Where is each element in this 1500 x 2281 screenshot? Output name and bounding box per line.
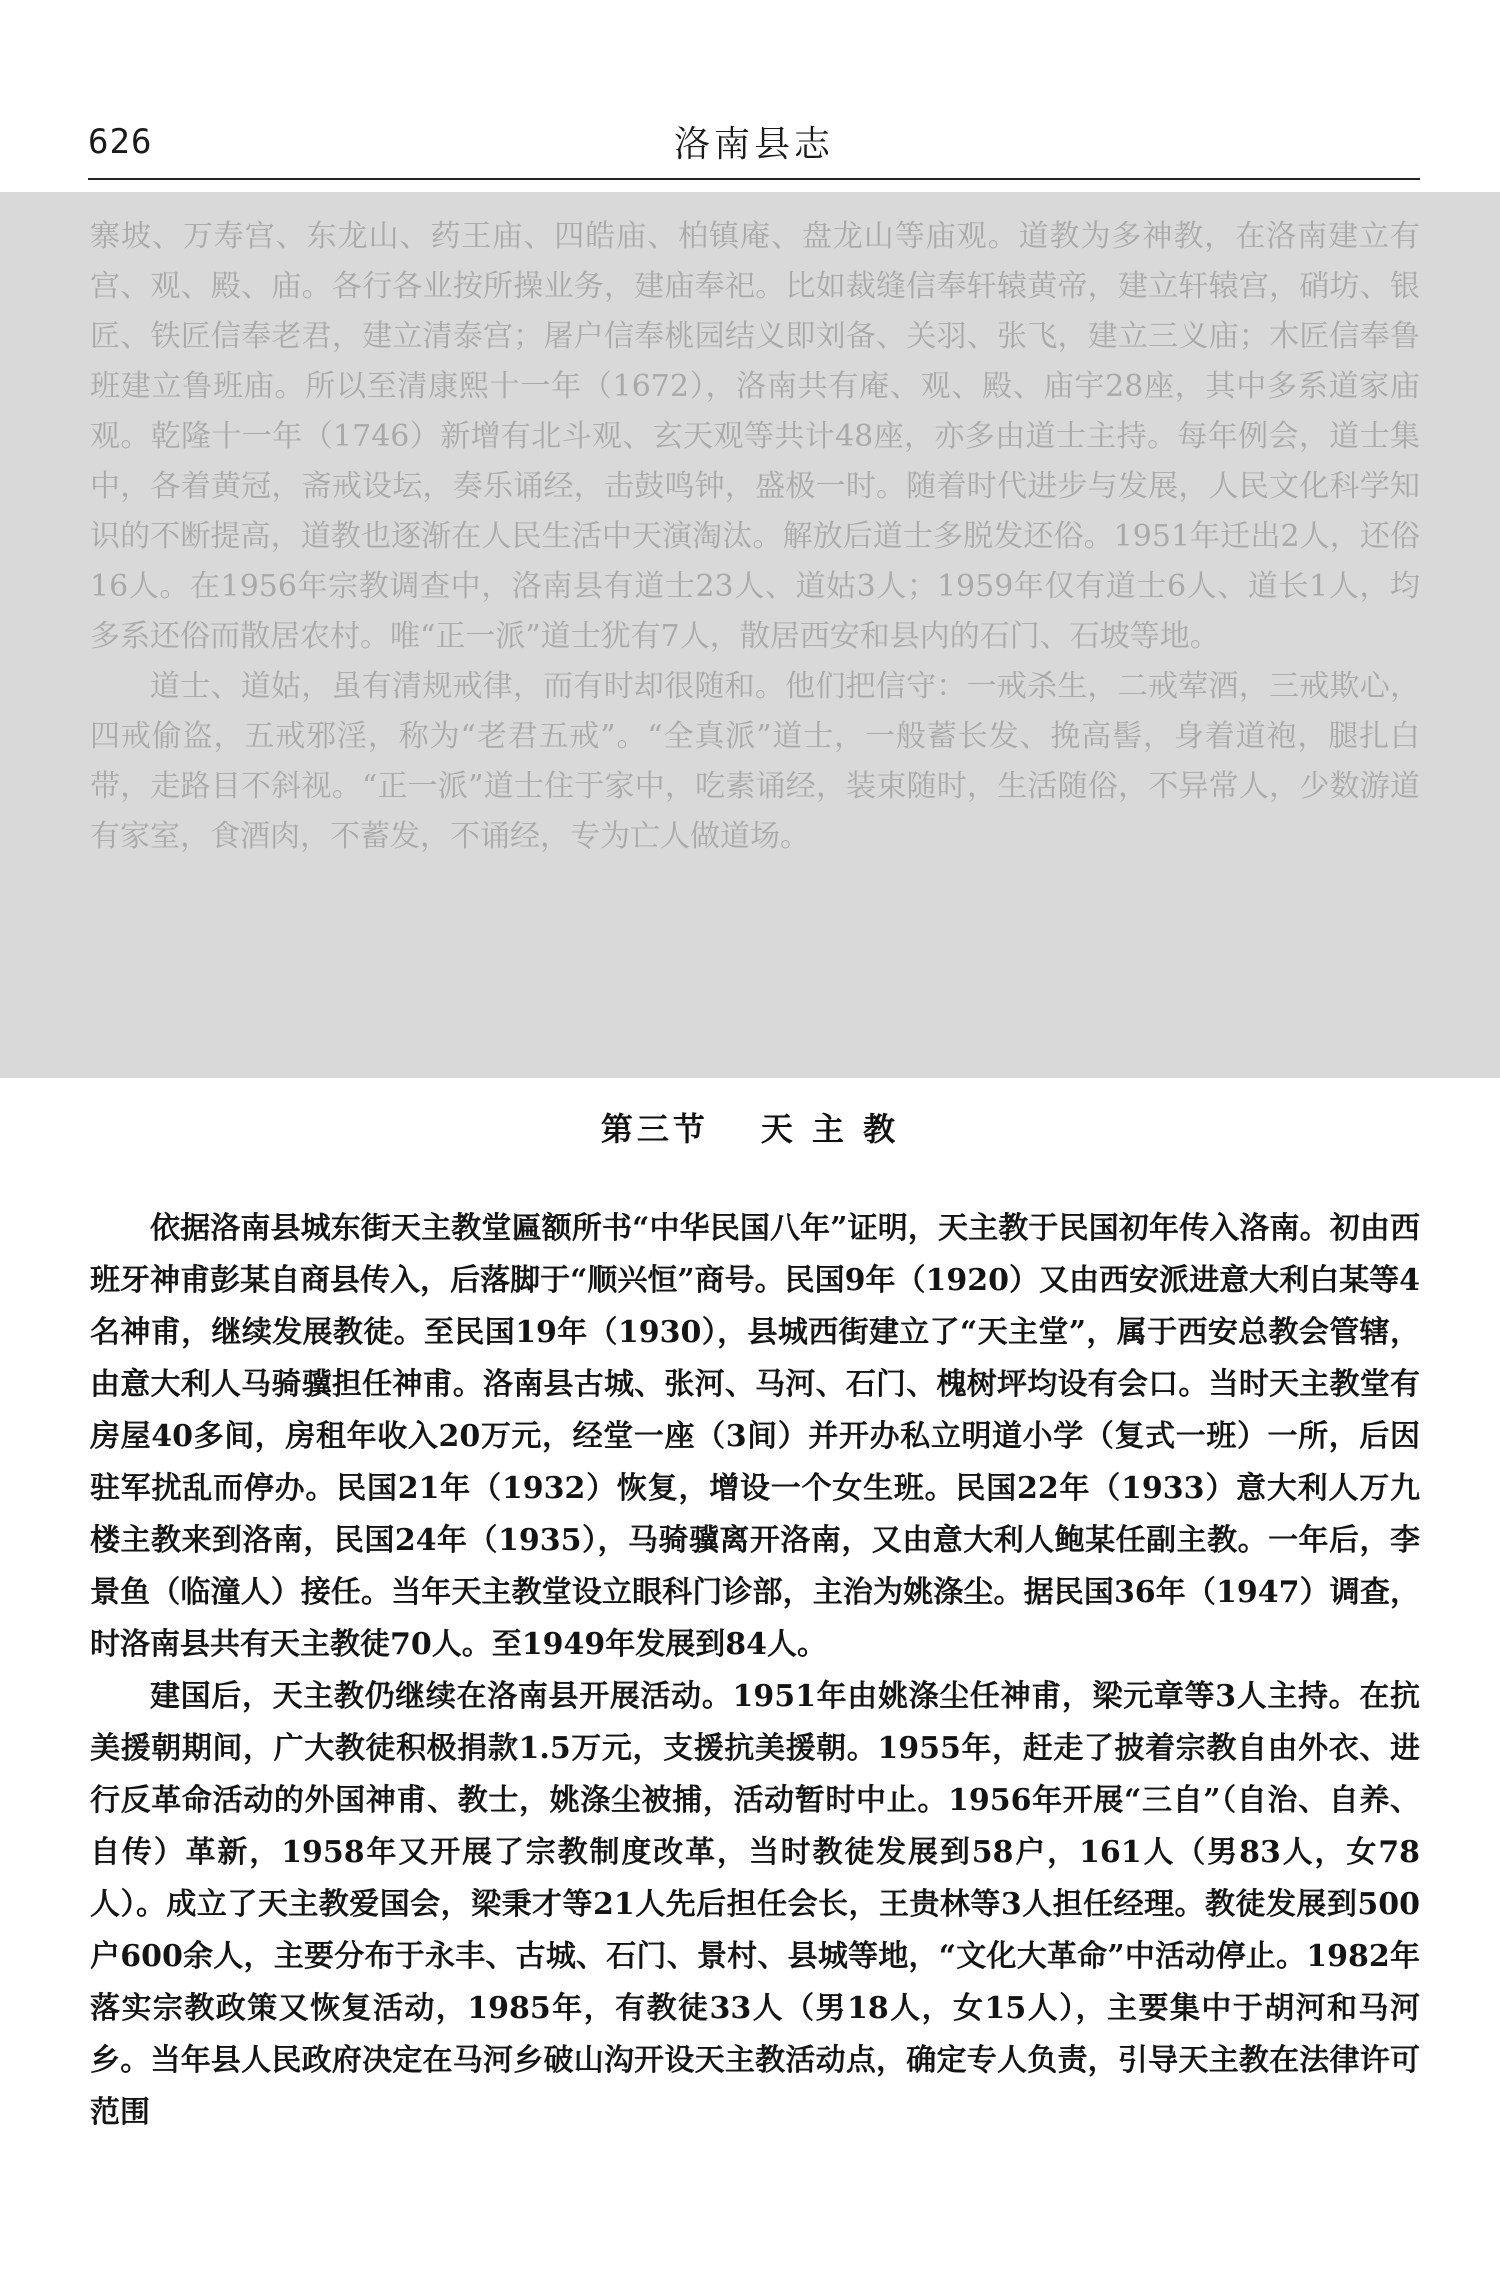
shaded-paragraph-2: 道士、道姑，虽有清规戒律，而有时却很随和。他们把信守：一戒杀生，二戒荤酒，三戒欺心，四戒偷盗，五戒邪淫，称为“老君五戒”。“全真派”道士，一般蓄长发、挽高髻，身着道袍，腿扎白带，走路目不斜视。“正一派”道士住于家中，吃素诵经，装束随时，生活随俗，不异常人，少数游道有家室，食酒肉，不蓄发，不诵经，专为亡人做道场。 (90, 669, 1420, 854)
page-number: 626 (88, 122, 153, 162)
shaded-paragraph-1: 寨坡、万寿宫、东龙山、药王庙、四皓庙、柏镇庵、盘龙山等庙观。道教为多神教，在洛南建立有宫、观、殿、庙。各行各业按所操业务，建庙奉祀。比如裁缝信奉轩辕黄帝，建立轩辕宫，硝坊、银匠、铁匠信奉老君，建立清泰宫；屠户信奉桃园结义即刘备、关羽、张飞，建立三义庙；木匠信奉鲁班建立鲁班庙。所以至清康熙十一年（1672），洛南共有庵、观、殿、庙宇28座，其中多系道家庙观。乾隆十一年（1746）新增有北斗观、玄天观等共计48座，亦多由道士主持。每年例会，道士集中，各着黄冠，斋戒设坛，奏乐诵经，击鼓鸣钟，盛极一时。随着时代进步与发展，人民文化科学知识的不断提高，道教也逐渐在人民生活中天演淘汰。解放后道士多脱发还俗。1951年迁出2人，还俗16人。在1956年宗教调查中，洛南县有道士23人、道姑3人；1959年仅有道士6人、道长1人，均多系还俗而散居农村。唯“正一派”道士犹有7人，散居西安和县内的石门、石坡等地。 (90, 219, 1420, 654)
main-text-block (90, 1203, 1420, 2139)
section-heading (0, 1104, 1500, 1150)
shaded-text-block (90, 212, 1420, 862)
page-header (88, 100, 1420, 172)
section-title-text: 天 主 教 (760, 1110, 900, 1148)
header-rule (88, 178, 1420, 180)
running-title: 洛南县志 (673, 124, 834, 165)
main-paragraph-2: 建国后，天主教仍继续在洛南县开展活动。1951年由姚涤尘任神甫，梁元章等3人主持。在抗美援朝期间，广大教徒积极捐款1.5万元，支援抗美援朝。1955年，赶走了披着宗教自由外衣、进行反革命活动的外国神甫、教士，姚涤尘被捕，活动暂时中止。1956年开展“三自”（自治、自养、自传）革新，1958年又开展了宗教制度改革，当时教徒发展到58户，161人（男83人，女78人）。成立了天主教爱国会，梁秉才等21人先后担任会长，王贵林等3人担任经理。教徒发展到500户600余人，主要分布于永丰、古城、石门、景村、县城等地，“文化大革命”中活动停止。1982年落实宗教政策又恢复活动，1985年，有教徒33人（男18人，女15人），主要集中于胡河和马河乡。当年县人民政府决定在马河乡破山沟开设天主教活动点，确定专人负责，引导天主教在法律许可范围 (90, 1679, 1420, 2130)
section-number: 第三节 (600, 1110, 709, 1148)
main-paragraph-1: 依据洛南县城东街天主教堂匾额所书“中华民国八年”证明，天主教于民国初年传入洛南。初由西班牙神甫彭某自商县传入，后落脚于“顺兴恒”商号。民国9年（1920）又由西安派进意大利白某等4名神甫，继续发展教徒。至民国19年（1930），县城西街建立了“天主堂”，属于西安总教会管辖，由意大利人马骑骥担任神甫。洛南县古城、张河、马河、石门、槐树坪均设有会口。当时天主教堂有房屋40多间，房租年收入20万元，经堂一座（3间）并开办私立明道小学（复式一班）一所，后因驻军扰乱而停办。民国21年（1932）恢复，增设一个女生班。民国22年（1933）意大利人万九楼主教来到洛南，民国24年（1935），马骑骥离开洛南，又由意大利人鲍某任副主教。一年后，李景鱼（临潼人）接任。当年天主教堂设立眼科门诊部，主治为姚涤尘。据民国36年（1947）调查，时洛南县共有天主教徒70人。至1949年发展到84人。 (90, 1211, 1420, 1662)
